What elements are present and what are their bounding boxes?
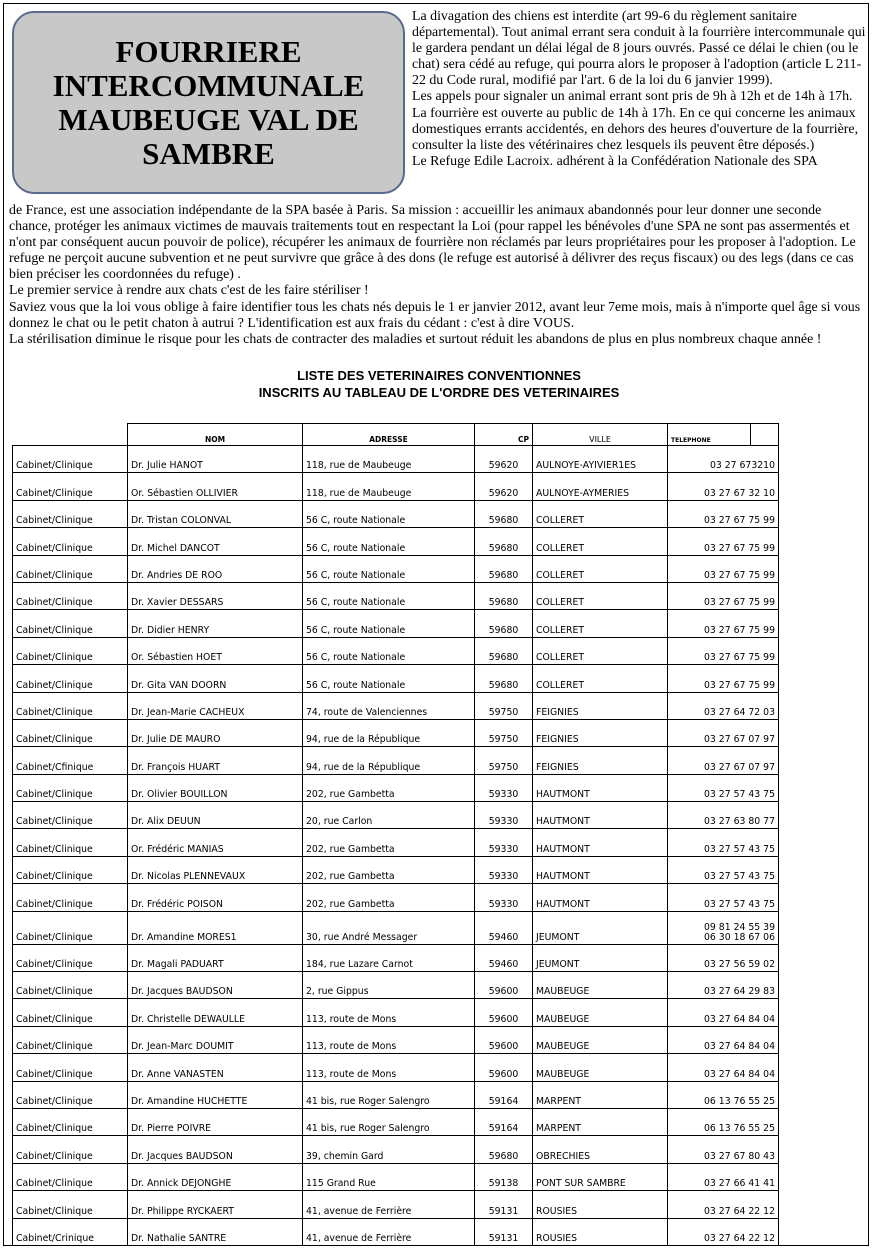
adresse-cell: 113, route de Mons — [303, 1026, 475, 1053]
ville-cell: ROUSIES — [533, 1218, 668, 1245]
cp-cell: 59680 — [475, 1136, 533, 1163]
telephone-number: 03 27 67 75 99 — [704, 542, 775, 554]
nom-cell: Dr. Pierre POIVRE — [128, 1108, 303, 1135]
telephone-number: 03 27 67 07 97 — [704, 734, 775, 746]
intro-paragraph-refuge: de France, est une association indépendante de la SPA basée à Paris. Sa mission : accueillir les animaux abandonnés pour leur donner une seconde chance, protéger les animaux victimes de mauvais traitements tout en respectant la Loi (pour rappel les bénévoles d'une SPA ne sont pas assermentés et n'ont par conséquent aucun pouvoir de police), récupérer les animaux de fourrière non réclamés par leurs propriétaires pour les proposer à l'adoption. Le refuge ne perçoit aucune subvention et ne peut survivre que grâce à des dons (le refuge est autorisé à délivrer des reçus fiscaux) ou des legs (dans ce cas bien préciser les coordonnées du refuge) . — [9, 203, 856, 283]
nom-cell: Or. Sébastien HOET — [128, 637, 303, 664]
adresse-cell: 56 C, route Nationale — [303, 500, 475, 527]
cp-cell: 59600 — [475, 1026, 533, 1053]
table-row — [13, 500, 779, 527]
cp-cell: 59680 — [475, 610, 533, 637]
adresse-cell: 20, rue Carlon — [303, 802, 475, 829]
table-header-row — [13, 424, 779, 446]
table-row — [13, 829, 779, 856]
adresse-cell: 41 bis, rue Roger Salengro — [303, 1108, 475, 1135]
nom-cell: Dr. Jean-Marc DOUMIT — [128, 1026, 303, 1053]
ville-cell: COLLERET — [533, 582, 668, 609]
type-cell: Cabinet/Clinique — [13, 829, 128, 856]
telephone-number: 03 27 67 75 99 — [704, 652, 775, 664]
cp-cell: 59600 — [475, 1054, 533, 1081]
adresse-cell: 56 C, route Nationale — [303, 582, 475, 609]
type-cell: Cabinet/Clinique — [13, 473, 128, 500]
title-line: SAMBRE — [142, 135, 275, 171]
cp-cell: 59680 — [475, 528, 533, 555]
table-row — [13, 610, 779, 637]
intro-column — [412, 9, 866, 170]
table-row — [13, 802, 779, 829]
adresse-cell: 202, rue Gambetta — [303, 856, 475, 883]
table-row — [13, 582, 779, 609]
adresse-cell: 74, route de Valenciennes — [303, 692, 475, 719]
cp-cell: 59750 — [475, 692, 533, 719]
ville-cell: FEIGNIES — [533, 692, 668, 719]
telephone-cell — [668, 692, 779, 719]
telephone-number: 09 81 24 55 39 — [704, 921, 775, 933]
nom-cell: Dr. Jacques BAUDSON — [128, 972, 303, 999]
intro-paragraph-appels: Les appels pour signaler un animal errant sont pris de 9h à 12h et de 14h à 17h. La fourrière est ouverte au public de 14h à 17h. En ce qui concerne les animaux domestiques errants accidentés, en dehors des heures d'ouverture de la fourrière, consulter la liste des vétérinaires chez lesquels ils peuvent être déposés.) — [412, 89, 859, 153]
nom-cell: Or. Frédéric MANIAS — [128, 829, 303, 856]
nom-cell: Dr. Magali PADUART — [128, 944, 303, 971]
type-cell: Cabinet/Cfinique — [13, 747, 128, 774]
telephone-number: 03 27 57 43 75 — [704, 898, 775, 910]
telephone-cell — [668, 555, 779, 582]
table-row — [13, 774, 779, 801]
ville-cell: HAUTMONT — [533, 829, 668, 856]
telephone-number: 03 27 64 84 04 — [704, 1041, 775, 1053]
telephone-number: 03 27 67 80 43 — [704, 1150, 775, 1162]
telephone-number: 03 27 57 43 75 — [704, 789, 775, 801]
type-cell: Cabinet/Clinique — [13, 884, 128, 911]
telephone-cell — [668, 829, 779, 856]
adresse-cell: 2, rue Gippus — [303, 972, 475, 999]
type-cell: Cabinet/Clinique — [13, 1026, 128, 1053]
cp-cell: 59680 — [475, 555, 533, 582]
ville-cell: HAUTMONT — [533, 774, 668, 801]
ville-cell: COLLERET — [533, 637, 668, 664]
ville-cell: MAUBEUGE — [533, 999, 668, 1026]
table-row — [13, 1026, 779, 1053]
cp-cell: 59164 — [475, 1108, 533, 1135]
telephone-number: 03 27 66 41 41 — [704, 1178, 775, 1190]
cp-cell: 59620 — [475, 446, 533, 473]
cp-cell: 59131 — [475, 1191, 533, 1218]
cp-cell: 59164 — [475, 1081, 533, 1108]
telephone-number: 03 27 67 75 99 — [704, 569, 775, 581]
table-row — [13, 911, 779, 944]
type-cell: Cabinet/Clinique — [13, 944, 128, 971]
telephone-number: 03 27 67 75 99 — [704, 679, 775, 691]
telephone-number: 06 30 18 67 06 — [704, 931, 775, 943]
ville-cell: MARPENT — [533, 1081, 668, 1108]
table-row — [13, 1163, 779, 1190]
adresse-cell: 41, avenue de Ferrière — [303, 1218, 475, 1245]
adresse-cell: 113, route de Mons — [303, 1054, 475, 1081]
telephone-cell — [668, 610, 779, 637]
nom-cell: Dr. Xavier DESSARS — [128, 582, 303, 609]
table-row — [13, 473, 779, 500]
telephone-number: 03 27 67 75 99 — [704, 597, 775, 609]
table-row — [13, 637, 779, 664]
telephone-number: 03 27 63 80 77 — [704, 816, 775, 828]
table-row — [13, 665, 779, 692]
telephone-number: 03 27 67 07 97 — [704, 761, 775, 773]
nom-cell: Dr. Jean-Marie CACHEUX — [128, 692, 303, 719]
table-row — [13, 1081, 779, 1108]
adresse-cell: 41 bis, rue Roger Salengro — [303, 1081, 475, 1108]
type-cell: Cabinet/Clinique — [13, 555, 128, 582]
ville-cell: COLLERET — [533, 665, 668, 692]
cp-cell: 59460 — [475, 944, 533, 971]
header-cp: CP — [475, 424, 533, 446]
header-type — [13, 424, 128, 446]
type-cell: Cabinet/Clinique — [13, 719, 128, 746]
cp-cell: 59600 — [475, 999, 533, 1026]
telephone-cell — [668, 1054, 779, 1081]
telephone-cell — [668, 719, 779, 746]
adresse-cell: 118, rue de Maubeuge — [303, 473, 475, 500]
title-line: INTERCOMMUNALE — [52, 67, 365, 103]
nom-cell: Dr. Julie DE MAURO — [128, 719, 303, 746]
telephone-number: 03 27 64 22 12 — [704, 1205, 775, 1217]
cp-cell: 59680 — [475, 500, 533, 527]
telephone-cell — [668, 1026, 779, 1053]
telephone-number: 03 27 57 43 75 — [704, 871, 775, 883]
ville-cell: HAUTMONT — [533, 884, 668, 911]
nom-cell: Dr. Christelle DEWAULLE — [128, 999, 303, 1026]
intro-full-width — [9, 203, 865, 348]
ville-cell: MAUBEUGE — [533, 972, 668, 999]
telephone-cell — [668, 528, 779, 555]
intro-paragraph-divagation: La divagation des chiens est interdite (art 99-6 du règlement sanitaire départemental). Tout animal errant sera conduit à la fourrière intercommunale qui le gardera pendant un délai légal de 8 jours ouvrés. Passé ce délai le chien (ou le chat) sera cédé au refuge, qui pourra alors le proposer à l'adoption (article L 211-22 du Code rural, modifié par l'art. 6 de la loi du 6 janvier 1999). — [412, 9, 866, 89]
adresse-cell: 56 C, route Nationale — [303, 528, 475, 555]
ville-cell: JEUMONT — [533, 911, 668, 944]
adresse-cell: 115 Grand Rue — [303, 1163, 475, 1190]
type-cell: Cabinet/Clinique — [13, 1108, 128, 1135]
telephone-cell — [668, 856, 779, 883]
adresse-cell: 56 C, route Nationale — [303, 555, 475, 582]
adresse-cell: 94, rue de la République — [303, 719, 475, 746]
telephone-number: 03 27 64 84 04 — [704, 1068, 775, 1080]
table-row — [13, 884, 779, 911]
telephone-number: 03 27 56 59 02 — [704, 959, 775, 971]
type-cell: Cabinet/Clinique — [13, 528, 128, 555]
header-telephone: TELEPHONE — [668, 424, 751, 446]
nom-cell: Dr. Amandine HUCHETTE — [128, 1081, 303, 1108]
adresse-cell: 39, chemin Gard — [303, 1136, 475, 1163]
ville-cell: COLLERET — [533, 610, 668, 637]
nom-cell: Dr. Olivier BOUILLON — [128, 774, 303, 801]
ville-cell: COLLERET — [533, 528, 668, 555]
ville-cell: COLLERET — [533, 555, 668, 582]
nom-cell: Or. Sébastien OLLIVIER — [128, 473, 303, 500]
nom-cell: Dr. Frédéric POISON — [128, 884, 303, 911]
ville-cell: JEUMONT — [533, 944, 668, 971]
type-cell: Cabinet/Clinique — [13, 1081, 128, 1108]
telephone-cell — [668, 774, 779, 801]
telephone-cell — [668, 884, 779, 911]
telephone-cell — [668, 446, 779, 473]
cp-cell: 59330 — [475, 884, 533, 911]
cp-cell: 59680 — [475, 665, 533, 692]
type-cell: Cabinet/Clinique — [13, 972, 128, 999]
table-body — [13, 446, 779, 1246]
type-cell: Cabinet/Clinique — [13, 1163, 128, 1190]
header-extra — [751, 424, 779, 446]
ville-cell: MAUBEUGE — [533, 1026, 668, 1053]
adresse-cell: 202, rue Gambetta — [303, 774, 475, 801]
type-cell: Cabinet/Clinique — [13, 610, 128, 637]
table-row — [13, 446, 779, 473]
type-cell: Cabinet/Clinique — [13, 999, 128, 1026]
telephone-cell — [668, 1163, 779, 1190]
nom-cell: Dr. Andries DE ROO — [128, 555, 303, 582]
table-row — [13, 1136, 779, 1163]
type-cell: Cabinet/Clinique — [13, 500, 128, 527]
table-row — [13, 1191, 779, 1218]
telephone-number: 06 13 76 55 25 — [704, 1123, 775, 1135]
nom-cell: Dr. Philippe RYCKAERT — [128, 1191, 303, 1218]
telephone-cell — [668, 944, 779, 971]
ville-cell: COLLERET — [533, 500, 668, 527]
ville-cell: MARPENT — [533, 1108, 668, 1135]
ville-cell: MAUBEUGE — [533, 1054, 668, 1081]
adresse-cell: 56 C, route Nationale — [303, 637, 475, 664]
header-ville: VILLE — [533, 424, 668, 446]
telephone-cell — [668, 637, 779, 664]
type-cell: Cabinet/Clinique — [13, 692, 128, 719]
adresse-cell: 202, rue Gambetta — [303, 884, 475, 911]
telephone-cell — [668, 999, 779, 1026]
adresse-cell: 56 C, route Nationale — [303, 665, 475, 692]
telephone-cell — [668, 1191, 779, 1218]
nom-cell: Dr. Anne VANASTEN — [128, 1054, 303, 1081]
ville-cell: PONT SUR SAMBRE — [533, 1163, 668, 1190]
telephone-cell — [668, 500, 779, 527]
telephone-cell — [668, 1136, 779, 1163]
table-row — [13, 999, 779, 1026]
nom-cell: Dr. Gita VAN DOORN — [128, 665, 303, 692]
telephone-cell — [668, 1218, 779, 1245]
cp-cell: 59330 — [475, 856, 533, 883]
nom-cell: Dr. Nicolas PLENNEVAUX — [128, 856, 303, 883]
type-cell: Cabinet/Clinique — [13, 802, 128, 829]
adresse-cell: 56 C, route Nationale — [303, 610, 475, 637]
list-title-1: LISTE DES VETERINAIRES CONVENTIONNES — [297, 368, 581, 383]
nom-cell: Dr. Alix DEUUN — [128, 802, 303, 829]
type-cell: Cabinet/Clinique — [13, 637, 128, 664]
table-row — [13, 747, 779, 774]
type-cell: Cabinet/Clinique — [13, 1136, 128, 1163]
intro-paragraph-refuge-start: Le Refuge Edile Lacroix. adhérent à la Confédération Nationale des SPA — [412, 153, 818, 169]
ville-cell: AULNOYE-AYIVIER1ES — [533, 446, 668, 473]
title-line: MAUBEUGE VAL DE — [58, 101, 359, 137]
telephone-number: 03 27 67 32 10 — [704, 487, 775, 499]
header-nom: NOM — [128, 424, 303, 446]
cp-cell: 59131 — [475, 1218, 533, 1245]
table-row — [13, 719, 779, 746]
telephone-cell — [668, 582, 779, 609]
table-row — [13, 1108, 779, 1135]
telephone-number: 03 27 64 22 12 — [704, 1232, 775, 1244]
telephone-number: 03 27 64 84 04 — [704, 1013, 775, 1025]
adresse-cell: 113, route de Mons — [303, 999, 475, 1026]
ville-cell: OBRECHIES — [533, 1136, 668, 1163]
ville-cell: FEIGNIES — [533, 747, 668, 774]
cp-cell: 59620 — [475, 473, 533, 500]
table-row — [13, 528, 779, 555]
cp-cell: 59680 — [475, 637, 533, 664]
telephone-number: 03 27 64 72 03 — [704, 706, 775, 718]
telephone-number: 03 27 64 29 83 — [704, 986, 775, 998]
type-cell: Cabinet/Crinique — [13, 1218, 128, 1245]
cp-cell: 59680 — [475, 582, 533, 609]
ville-cell: ROUSIES — [533, 1191, 668, 1218]
intro-paragraph-sterilisation-risque: La stérilisation diminue le risque pour les chats de contracter des maladies et surtout réduit les abandons de plus en plus nombreux chaque année ! — [9, 331, 822, 347]
cp-cell: 59750 — [475, 747, 533, 774]
table-row — [13, 555, 779, 582]
type-cell: Cabinet/Clinique — [13, 665, 128, 692]
nom-cell: Dr. Amandine MORES1 — [128, 911, 303, 944]
table-row — [13, 856, 779, 883]
cp-cell: 59330 — [475, 774, 533, 801]
cp-cell: 59138 — [475, 1163, 533, 1190]
type-cell: Cabinet/Clinique — [13, 856, 128, 883]
table-row — [13, 692, 779, 719]
ville-cell: HAUTMONT — [533, 856, 668, 883]
cp-cell: 59460 — [475, 911, 533, 944]
telephone-cell — [668, 665, 779, 692]
telephone-cell — [668, 911, 779, 944]
type-cell: Cabinet/Clinique — [13, 1054, 128, 1081]
telephone-number: 03 27 57 43 75 — [704, 843, 775, 855]
type-cell: Cabinet/Clinique — [13, 1191, 128, 1218]
table-row — [13, 1218, 779, 1245]
telephone-cell — [668, 747, 779, 774]
nom-cell: Dr. Julie HANOT — [128, 446, 303, 473]
adresse-cell: 30, rue André Messager — [303, 911, 475, 944]
ville-cell: FEIGNIES — [533, 719, 668, 746]
veterinarians-table — [12, 423, 779, 1246]
nom-cell: Dr. Didier HENRY — [128, 610, 303, 637]
cp-cell: 59750 — [475, 719, 533, 746]
telephone-cell — [668, 802, 779, 829]
table-row — [13, 1054, 779, 1081]
adresse-cell: 118, rue de Maubeuge — [303, 446, 475, 473]
telephone-cell — [668, 972, 779, 999]
table-row — [13, 972, 779, 999]
telephone-cell — [668, 1108, 779, 1135]
intro-paragraph-sterilisation-service: Le premier service à rendre aux chats c'est de les faire stériliser ! — [9, 283, 369, 299]
list-title-2: INSCRITS AU TABLEAU DE L'ORDRE DES VETERINAIRES — [258, 385, 620, 400]
table-row — [13, 944, 779, 971]
type-cell: Cabinet/Clinique — [13, 446, 128, 473]
adresse-cell: 184, rue Lazare Carnot — [303, 944, 475, 971]
adresse-cell: 202, rue Gambetta — [303, 829, 475, 856]
adresse-cell: 41, avenue de Ferrière — [303, 1191, 475, 1218]
page-title — [12, 11, 405, 194]
cp-cell: 59330 — [475, 829, 533, 856]
intro-paragraph-identification: Saviez vous que la loi vous oblige à faire identifier tous les chats nés depuis le 1 er janvier 2012, avant leur 7eme mois, mais à n'importe quel âge si vous donnez le chat ou le petit chaton à autrui ? L'identification est aux frais du cédant : c'est à dire VOUS. — [9, 299, 861, 331]
nom-cell: Dr. Jacques BAUDSON — [128, 1136, 303, 1163]
adresse-cell: 94, rue de la République — [303, 747, 475, 774]
telephone-number: 03 27 67 75 99 — [704, 624, 775, 636]
title-line: FOURRIERE — [115, 33, 302, 69]
telephone-number: 03 27 673210 — [709, 460, 775, 472]
nom-cell: Dr. Nathalie SANTRE — [128, 1218, 303, 1245]
telephone-cell — [668, 1081, 779, 1108]
cp-cell: 59330 — [475, 802, 533, 829]
telephone-number: 03 27 67 75 99 — [704, 515, 775, 527]
type-cell: Cabinet/Clinique — [13, 911, 128, 944]
header-adresse: ADRESSE — [303, 424, 475, 446]
nom-cell: Dr. Michel DANCOT — [128, 528, 303, 555]
ville-cell: HAUTMONT — [533, 802, 668, 829]
nom-cell: Dr. Tristan COLONVAL — [128, 500, 303, 527]
type-cell: Cabinet/Clinique — [13, 582, 128, 609]
cp-cell: 59600 — [475, 972, 533, 999]
nom-cell: Dr. François HUART — [128, 747, 303, 774]
ville-cell: AULNOYE-AYMERIES — [533, 473, 668, 500]
type-cell: Cabinet/Clinique — [13, 774, 128, 801]
telephone-number: 06 13 76 55 25 — [704, 1095, 775, 1107]
nom-cell: Dr. Annick DEJONGHE — [128, 1163, 303, 1190]
telephone-cell — [668, 473, 779, 500]
